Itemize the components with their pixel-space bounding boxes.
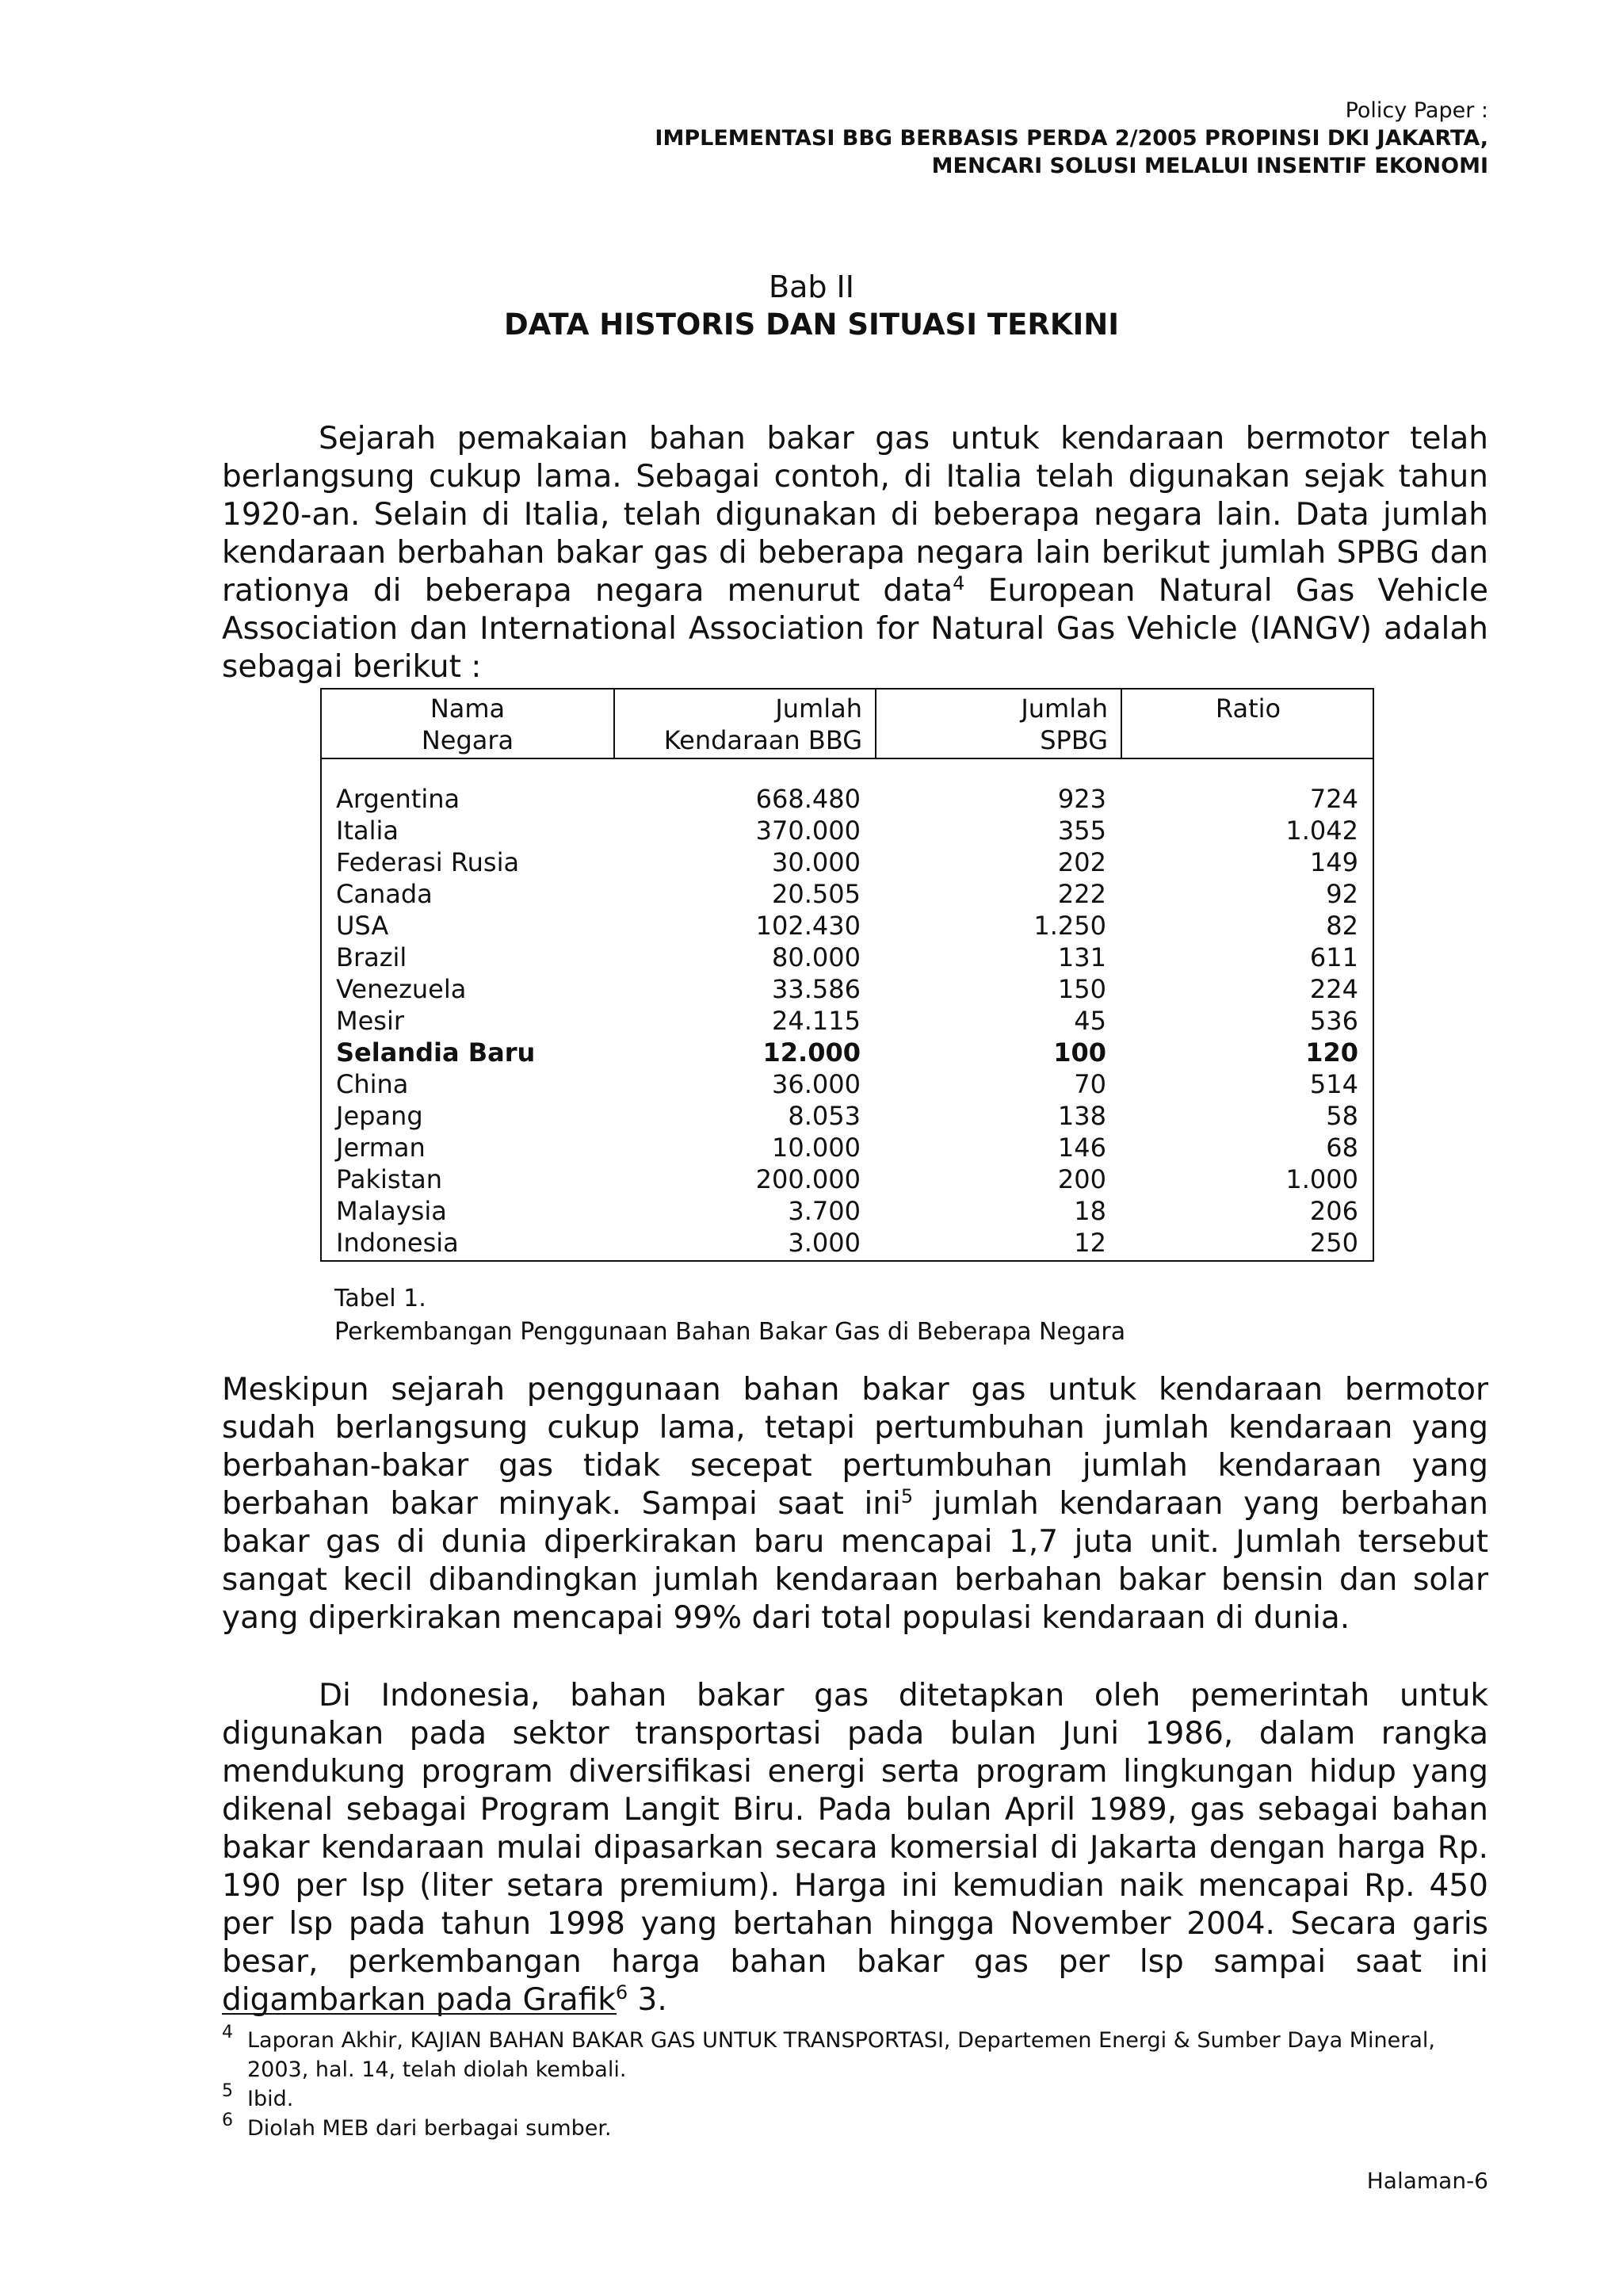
header-nama-negara xyxy=(322,693,613,756)
cell-ratio: 206 xyxy=(1309,1196,1358,1226)
table-header xyxy=(322,690,1373,759)
paragraph-growth xyxy=(222,1371,1488,1637)
cell-spbg: 146 xyxy=(1057,1133,1106,1163)
footnote-number: 6 xyxy=(222,2111,233,2130)
table-row xyxy=(322,1037,1373,1068)
header-ratio xyxy=(1121,693,1376,724)
footnote-ref-6[interactable]: 6 xyxy=(615,1981,628,2004)
paragraph-indonesia xyxy=(222,1677,1488,2019)
paragraph-text: jumlah kendaraan yang berbahan bakar gas di dunia diperkirakan baru mencapai 1,7 juta unit. Jumlah tersebut sangat kecil dibandingkan jumlah kendaraan berbahan bakar bensin dan solar yang diperkirakan mencapai 99% dari total populasi kendaraan di dunia. xyxy=(222,1486,1488,1636)
table-row xyxy=(322,783,1373,815)
cell-negara: Selandia Baru xyxy=(336,1037,536,1068)
table-row xyxy=(322,1163,1373,1195)
cell-kendaraan: 20.505 xyxy=(772,879,861,909)
cell-kendaraan: 30.000 xyxy=(772,847,861,877)
table-row xyxy=(322,1227,1373,1259)
cell-ratio: 149 xyxy=(1309,847,1358,877)
cell-kendaraan: 102.430 xyxy=(755,911,861,941)
table-row xyxy=(322,1195,1373,1227)
footnote-divider xyxy=(222,2013,617,2015)
cell-ratio: 514 xyxy=(1309,1069,1358,1099)
cell-negara: Canada xyxy=(336,879,433,909)
cell-spbg: 150 xyxy=(1057,974,1106,1004)
cell-kendaraan: 80.000 xyxy=(772,942,861,972)
cell-negara: Brazil xyxy=(336,942,407,972)
cell-negara: Federasi Rusia xyxy=(336,847,520,877)
footnote-6 xyxy=(222,2111,1488,2143)
table-caption xyxy=(334,1282,1125,1349)
chapter-title: DATA HISTORIS DAN SITUASI TERKINI xyxy=(503,308,1120,342)
paragraph-text: European Natural Gas Vehicle Association dan International Association for Natural Gas Vehicle (IANGV) adalah sebagai berikut : xyxy=(222,573,1488,685)
cell-kendaraan: 370.000 xyxy=(755,816,861,846)
header-text: Jumlah xyxy=(775,693,862,724)
caption-title: Perkembangan Penggunaan Bahan Bakar Gas di Beberapa Negara xyxy=(334,1318,1126,1346)
header-text: Jumlah xyxy=(1021,693,1108,724)
table-row xyxy=(322,1068,1373,1100)
cell-kendaraan: 10.000 xyxy=(772,1133,861,1163)
paragraph-text: Di Indonesia, bahan bakar gas ditetapkan oleh pemerintah untuk digunakan pada sektor transportasi pada bulan Juni 1986, dalam rangka mendukung program diversifikasi energi serta program lingkungan hidup yang dikenal sebagai Program Langit Biru. Pada bulan April 1989, gas sebagai bahan bakar kendaraan mulai dipasarkan secara komersial di Jakarta dengan harga Rp. 190 per lsp (liter setara premium). Harga ini kemudian naik mencapai Rp. 450 per lsp pada tahun 1998 yang bertahan hingga November 2004. Secara garis besar, perkembangan harga bahan bakar gas per lsp sampai saat ini digambarkan pada Grafik xyxy=(222,1678,1488,2018)
cell-ratio: 1.042 xyxy=(1285,816,1358,846)
header-title-line2: MENCARI SOLUSI MELALUI INSENTIF EKONOMI xyxy=(931,154,1488,178)
footnote-number: 4 xyxy=(222,2023,233,2042)
cell-negara: Pakistan xyxy=(336,1164,442,1194)
cell-spbg: 45 xyxy=(1074,1006,1106,1036)
cell-kendaraan: 36.000 xyxy=(772,1069,861,1099)
cell-spbg: 202 xyxy=(1057,847,1106,877)
cell-ratio: 58 xyxy=(1326,1101,1358,1131)
cell-ratio: 1.000 xyxy=(1285,1164,1358,1194)
cell-spbg: 138 xyxy=(1057,1101,1106,1131)
cell-negara: Malaysia xyxy=(336,1196,447,1226)
cell-spbg: 923 xyxy=(1057,784,1106,814)
header-text: Ratio xyxy=(1215,693,1281,724)
table-row xyxy=(322,910,1373,942)
table-row xyxy=(322,1132,1373,1163)
table-body xyxy=(322,783,1373,1259)
cell-ratio: 120 xyxy=(1305,1037,1358,1068)
cell-ratio: 224 xyxy=(1309,974,1358,1004)
cell-negara: Indonesia xyxy=(336,1228,459,1258)
cell-spbg: 355 xyxy=(1057,816,1106,846)
cell-spbg: 200 xyxy=(1057,1164,1106,1194)
footnote-5 xyxy=(222,2081,1488,2114)
cell-spbg: 1.250 xyxy=(1033,911,1106,941)
table-row xyxy=(322,846,1373,878)
cell-ratio: 68 xyxy=(1326,1133,1358,1163)
cell-kendaraan: 200.000 xyxy=(755,1164,861,1194)
table-row xyxy=(322,878,1373,910)
cell-negara: China xyxy=(336,1069,409,1099)
paragraph-text: Sejarah pemakaian bahan bakar gas untuk kendaraan bermotor telah berlangsung cukup lama. Sebagai contoh, di Italia telah digunakan sejak tahun 1920-an. Selain di Italia, telah digunakan di beberapa negara lain. Data jumlah kendaraan berbahan bakar gas di beberapa negara lain berikut jumlah SPBG dan rationya di beberapa negara menurut data xyxy=(222,421,1488,609)
footnote-number: 5 xyxy=(222,2081,233,2101)
cell-kendaraan: 668.480 xyxy=(755,784,861,814)
cell-negara: Mesir xyxy=(336,1006,405,1036)
footnote-text: Laporan Akhir, KAJIAN BAHAN BAKAR GAS UNTUK TRANSPORTASI, Departemen Energi & Sumber Daya Mineral, 2003, hal. 14, telah diolah kembali. xyxy=(247,2028,1436,2082)
footnote-text: Ibid. xyxy=(247,2087,294,2111)
paragraph-text: Meskipun sejarah penggunaan bahan bakar gas untuk kendaraan bermotor sudah berlangsung cukup lama, tetapi pertumbuhan jumlah kendaraan yang berbahan-bakar gas tidak secepat pertumbuhan jumlah kendaraan yang berbahan bakar minyak. Sampai saat ini xyxy=(222,1372,1488,1522)
table-row xyxy=(322,1100,1373,1132)
header-title-line1: IMPLEMENTASI BBG BERBASIS PERDA 2/2005 PROPINSI DKI JAKARTA, xyxy=(655,126,1488,151)
table-row xyxy=(322,815,1373,846)
cell-kendaraan: 33.586 xyxy=(772,974,861,1004)
footnote-4 xyxy=(222,2023,1488,2084)
caption-number: Tabel 1. xyxy=(334,1285,426,1312)
header-text: Kendaraan BBG xyxy=(663,725,862,755)
cell-negara: Jerman xyxy=(336,1133,426,1163)
footnotes xyxy=(222,2023,1488,2143)
cell-negara: Italia xyxy=(336,816,399,846)
cell-kendaraan: 3.700 xyxy=(788,1196,861,1226)
cell-negara: USA xyxy=(336,911,389,941)
table-row xyxy=(322,1005,1373,1037)
cell-negara: Venezuela xyxy=(336,974,467,1004)
cell-ratio: 82 xyxy=(1326,911,1358,941)
table-row xyxy=(322,942,1373,973)
footnote-text: Diolah MEB dari berbagai sumber. xyxy=(247,2116,612,2141)
cell-negara: Argentina xyxy=(336,784,460,814)
paragraph-text: 3. xyxy=(628,1982,667,2018)
cell-ratio: 611 xyxy=(1309,942,1358,972)
header-jumlah-spbg xyxy=(875,693,1108,756)
cell-ratio: 536 xyxy=(1309,1006,1358,1036)
header-text: SPBG xyxy=(1040,725,1108,755)
page-header xyxy=(655,97,1488,180)
cell-kendaraan: 3.000 xyxy=(788,1228,861,1258)
cell-kendaraan: 12.000 xyxy=(762,1037,861,1068)
footnote-ref-4[interactable]: 4 xyxy=(953,572,965,594)
cell-ratio: 250 xyxy=(1309,1228,1358,1258)
header-text: Nama xyxy=(430,693,506,724)
cell-spbg: 18 xyxy=(1074,1196,1106,1226)
chapter-label: Bab II xyxy=(769,269,854,304)
header-text: Negara xyxy=(421,725,514,755)
cell-spbg: 12 xyxy=(1074,1228,1106,1258)
cell-ratio: 92 xyxy=(1326,879,1358,909)
cell-ratio: 724 xyxy=(1309,784,1358,814)
cell-kendaraan: 8.053 xyxy=(788,1101,861,1131)
header-doc-type: Policy Paper : xyxy=(1345,98,1488,123)
cell-spbg: 70 xyxy=(1074,1069,1106,1099)
paragraph-history xyxy=(222,420,1488,686)
cell-spbg: 100 xyxy=(1053,1037,1106,1068)
ngv-country-table xyxy=(320,688,1374,1262)
cell-spbg: 222 xyxy=(1057,879,1106,909)
page-number: Halaman-6 xyxy=(1366,2168,1488,2194)
cell-kendaraan: 24.115 xyxy=(772,1006,861,1036)
table-row xyxy=(322,973,1373,1005)
cell-negara: Jepang xyxy=(336,1101,423,1131)
footnote-ref-5[interactable]: 5 xyxy=(900,1485,914,1507)
cell-spbg: 131 xyxy=(1057,942,1106,972)
header-jumlah-kendaraan xyxy=(613,693,862,756)
